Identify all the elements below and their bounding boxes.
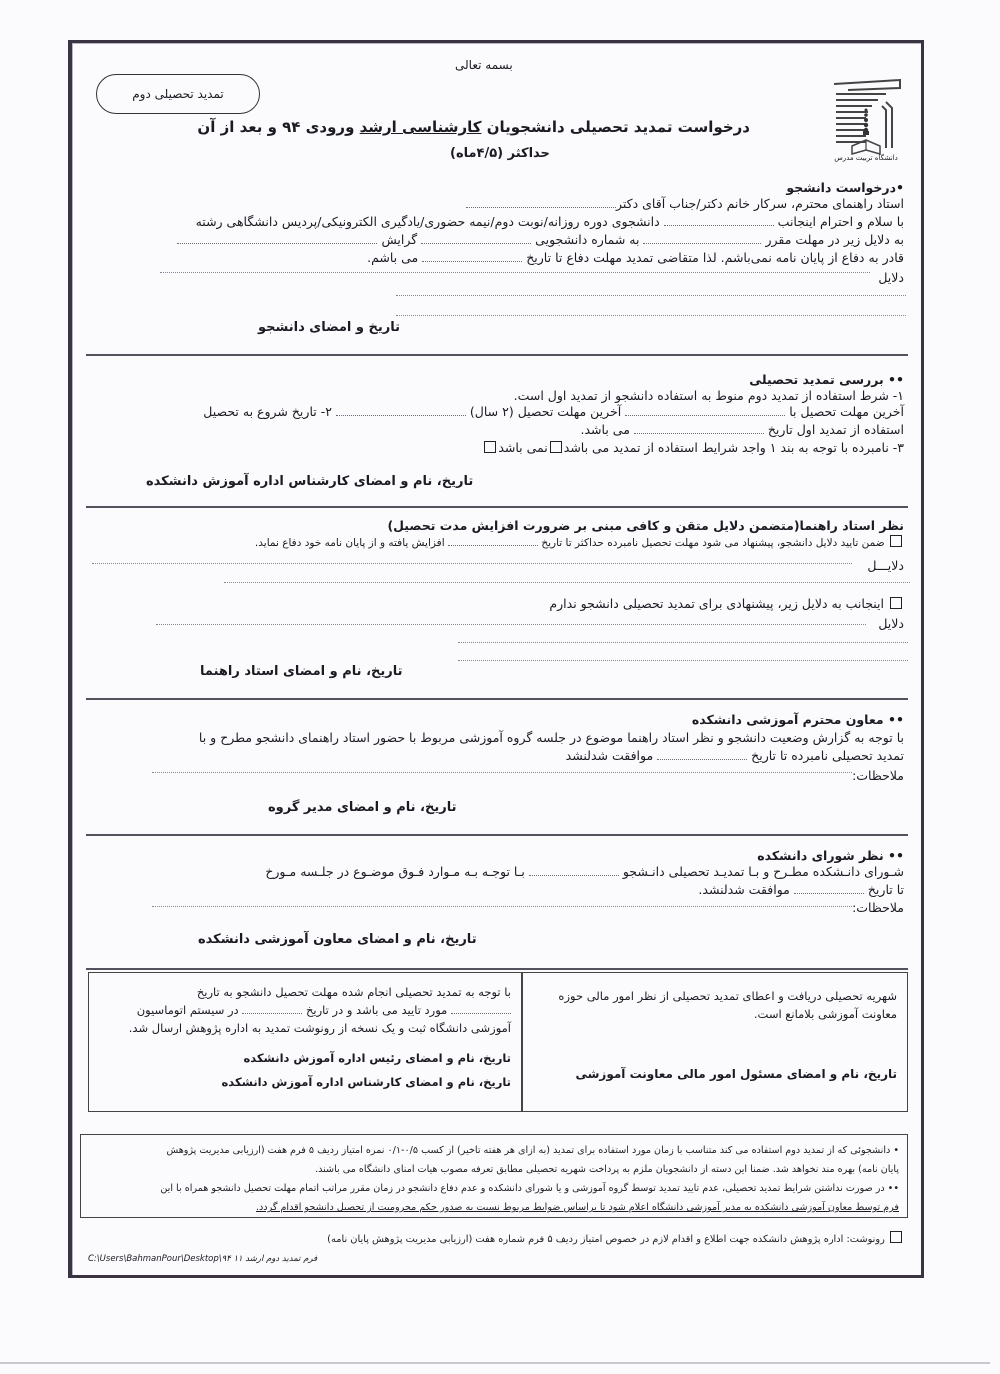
- form-type-badge-label: تمدید تحصیلی دوم: [132, 87, 224, 101]
- extension-review-item-2-cont: استفاده از تمدید اول تاریخ می باشد.: [580, 422, 904, 437]
- council-line-2: تا تاریخ موافقت شدلنشد.: [698, 882, 904, 897]
- finance-signature-label: تاریخ، نام و امضای مسئول امور مالی معاونت آموزشی: [575, 1067, 897, 1081]
- finance-text-2: معاونت آموزشی بلامانع است.: [753, 1007, 897, 1021]
- group-head-signature-label: تاریخ، نام و امضای مدیر گروه: [268, 800, 457, 815]
- start-date-field[interactable]: [336, 405, 466, 416]
- approve-extension-checkbox[interactable]: [890, 535, 902, 547]
- last-deadline-with-extension-field[interactable]: [625, 405, 785, 416]
- extension-review-item-3: ۳- نامبرده با توجه به بند ۱ واجد شرایط استفاده از تمدید می باشدنمی باشد: [482, 438, 904, 457]
- council-line-1: شـورای دانـشکده مطـرح و بـا تمدیـد تحصیلی دانـشجو بـا توجـه بـه مـوارد فـوق موضـوع در جلـسه مـورخ: [265, 864, 904, 879]
- education-expert-signature-label: تاریخ، نام و امضای کارشناس اداره آموزش دانشکده: [221, 1075, 511, 1089]
- student-reasons-label: دلایل: [878, 270, 904, 285]
- bismillah: بسمه تعالی: [455, 58, 513, 72]
- reject-extension-checkbox[interactable]: [890, 597, 902, 609]
- note-2-line-2: فرم توسط معاون آموزشی دانشکده به مدیر آموزشی دانشگاه اعلام شود تا براساس ضوابط مربوط نسبت به صدور حکم محرومیت از تحصیل دانشجو اقدام گردد.: [255, 1202, 899, 1213]
- cc-checkbox[interactable]: [890, 1231, 902, 1243]
- advisor-signature-label: تاریخ، نام و امضای استاد راهنما: [200, 664, 403, 679]
- finance-box: [522, 972, 908, 1112]
- advisor-reasons-label-2: دلایل: [878, 616, 904, 631]
- logo-caption: دانشگاه تربیت مدرس: [834, 154, 898, 162]
- cc-note: رونوشت: اداره پژوهش دانشکده جهت اطلاع و اقدام لازم در خصوص امتیاز ردیف ۵ فرم شماره هفت (ارزیابی مدیریت پژوهش پایان نامه): [327, 1230, 904, 1249]
- first-extension-date-field[interactable]: [634, 423, 764, 434]
- file-path: C:\Users\BahmanPour\Desktop\۹۴ فرم تمدید دوم ارشد ۱۱: [88, 1254, 318, 1264]
- deputy-remarks-line[interactable]: [152, 772, 852, 773]
- advisor-opinion-heading: نظر استاد راهنما(متضمن دلایل متقن و کافی مبنی بر ضرورت افزایش مدت تحصیل): [387, 518, 904, 533]
- form-title: درخواست تمدید تحصیلی دانشجویان کارشناسی ارشد ورودی ۹۴ و بعد از آن: [197, 118, 750, 136]
- advisor-rejection-line-1[interactable]: [156, 624, 866, 625]
- confirmed-deadline-field[interactable]: [451, 1003, 511, 1014]
- student-reasons-line-2[interactable]: [396, 295, 906, 296]
- council-heading: •• نظر شورای دانشکده: [757, 848, 904, 863]
- deputy-line-2: تمدید تحصیلی نامبرده تا تاریخ موافقت شدلنشد: [565, 748, 904, 763]
- deputy-heading: •• معاون محترم آموزشی دانشکده: [691, 712, 904, 727]
- advisor-rejection-line-2[interactable]: [458, 642, 908, 643]
- advisor-name-field[interactable]: [466, 197, 616, 208]
- student-request-line-2: با سلام و احترام اینجانب دانشجوی دوره روزانه/نوبت دوم/نیمه حضوری/یادگیری الکترونیکی/پردیس دانشگاهی رشته: [195, 214, 904, 229]
- education-text-2: مورد تایید می باشد و در تاریخ در سیستم اتوماسیون: [137, 1001, 511, 1020]
- form-type-badge: [96, 74, 260, 114]
- council-remarks-line[interactable]: [152, 906, 852, 907]
- section-divider: [86, 354, 908, 356]
- field-of-study-field[interactable]: [177, 233, 377, 244]
- deputy-line-1: با توجه به گزارش وضعیت دانشجو و نظر استاد راهنما موضوع در جلسه گروه آموزشی مربوط با حضور استاد راهنمای دانشجو مطرح و با: [198, 730, 904, 745]
- advisor-option-2: اینجانب به دلایل زیر، پیشنهادی برای تمدید تحصیلی دانشجو ندارم: [549, 594, 904, 613]
- title-underlined: کارشناسی ارشد: [359, 118, 482, 136]
- advisor-reasons-line-2[interactable]: [224, 582, 910, 583]
- student-number-field[interactable]: [643, 233, 761, 244]
- defense-deadline-field[interactable]: [422, 251, 522, 262]
- extension-review-heading: •• بررسی تمدید تحصیلی: [749, 372, 904, 387]
- advisor-proposed-date-field[interactable]: [448, 535, 538, 546]
- scan-edge: [0, 1362, 990, 1364]
- education-head-signature-label: تاریخ، نام و امضای رئیس اداره آموزش دانشکده: [243, 1051, 511, 1065]
- extension-review-item-2: آخرین مهلت تحصیل با آخرین مهلت تحصیل (۲ سال) ۲- تاریخ شروع به تحصیل: [203, 404, 904, 419]
- extension-review-item-1: ۱- شرط استفاده از تمدید دوم منوط به استفاده دانشجو از تمدید اول است.: [513, 388, 904, 403]
- review-signature-label: تاریخ، نام و امضای کارشناس اداره آموزش دانشکده: [146, 474, 474, 489]
- education-office-box: [88, 972, 522, 1112]
- advisor-option-1: ضمن تایید دلایل دانشجو، پیشنهاد می شود مهلت تحصیل نامبرده حداکثر تا تاریخ افزایش یافته و از پایان نامه خود دفاع نماید.: [255, 534, 904, 553]
- student-name-field[interactable]: [664, 215, 774, 226]
- student-request-line-3: به دلایل زیر در مهلت مقرر به شماره دانشجویی گرایش: [177, 230, 904, 249]
- student-request-line-4: قادر به دفاع از پایان نامه نمی‌باشم. لذا متقاضی تمدید مهلت دفاع تا تاریخ می باشم.: [367, 250, 904, 265]
- student-request-line-1: استاد راهنمای محترم، سرکار خانم دکتر/جناب آقای دکتر: [466, 194, 904, 213]
- deputy-remarks-label: ملاحظات:: [852, 768, 904, 783]
- finance-text-1: شهریه تحصیلی دریافت و اعطای تمدید تحصیلی از نظر امور مالی حوزه: [558, 989, 897, 1003]
- registration-date-field[interactable]: [242, 1003, 302, 1014]
- education-text-3: آموزشی دانشگاه ثبت و یک نسخه از رونوشت تمدید به اداره پژوهش ارسال شد.: [128, 1021, 511, 1035]
- advisor-rejection-line-3[interactable]: [458, 660, 908, 661]
- deputy-signature-label: تاریخ، نام و امضای معاون آموزشی دانشکده: [198, 932, 477, 947]
- council-date-field[interactable]: [794, 883, 864, 894]
- section-divider: [86, 834, 908, 836]
- council-remarks-label: ملاحظات:: [852, 900, 904, 915]
- student-signature-label: تاریخ و امضای دانشجو: [258, 320, 401, 335]
- eligible-checkbox[interactable]: [550, 441, 562, 453]
- section-divider: [86, 506, 908, 508]
- advisor-reasons-label-1: دلایـــل: [867, 558, 904, 573]
- section-divider: [86, 968, 908, 970]
- student-reasons-line-3[interactable]: [396, 315, 906, 316]
- deputy-date-field[interactable]: [657, 749, 747, 760]
- advisor-reasons-line-1[interactable]: [92, 563, 852, 564]
- note-1-line-2: پایان نامه) بهره مند نخواهد شد. ضمنا این دسته از دانشجویان ملزم به پرداخت شهریه تحصیلی مطابق تعرفه مصوب هیات امنای دانشگاه می باشند.: [315, 1164, 899, 1175]
- student-request-heading: •درخواست دانشجو: [786, 180, 904, 195]
- council-session-date-field[interactable]: [529, 865, 619, 876]
- notes-box: [80, 1134, 908, 1218]
- form-subtitle: حداکثر (۴/۵ماه): [450, 146, 550, 161]
- note-2-line-1: •• در صورت نداشتن شرایط تمدید تحصیلی، عدم تایید تمدید توسط گروه آموزشی و یا شورای دانشکده و عدم دفاع دانشجو در زمان مقرر مراتب اتمام مهلت تحصیل دانشجو همراه با این: [160, 1183, 899, 1194]
- note-1-line-1: • دانشجوئی که از تمدید دوم استفاده می کند متناسب با زمان مورد استفاده برای تمدید (به ازای هر هفته تاخیر) از کسب ۰/۵-۰/۱ نمره امتیاز ردیف ۵ فرم هفت (ارزیابی مدیریت پژوهش: [166, 1145, 899, 1156]
- section-divider: [86, 698, 908, 700]
- orientation-field[interactable]: [421, 233, 531, 244]
- student-reasons-line-1[interactable]: [160, 272, 870, 273]
- education-text-1: با توجه به تمدید تحصیلی انجام شده مهلت تحصیل دانشجو به تاریخ: [196, 985, 511, 999]
- not-eligible-checkbox[interactable]: [484, 441, 496, 453]
